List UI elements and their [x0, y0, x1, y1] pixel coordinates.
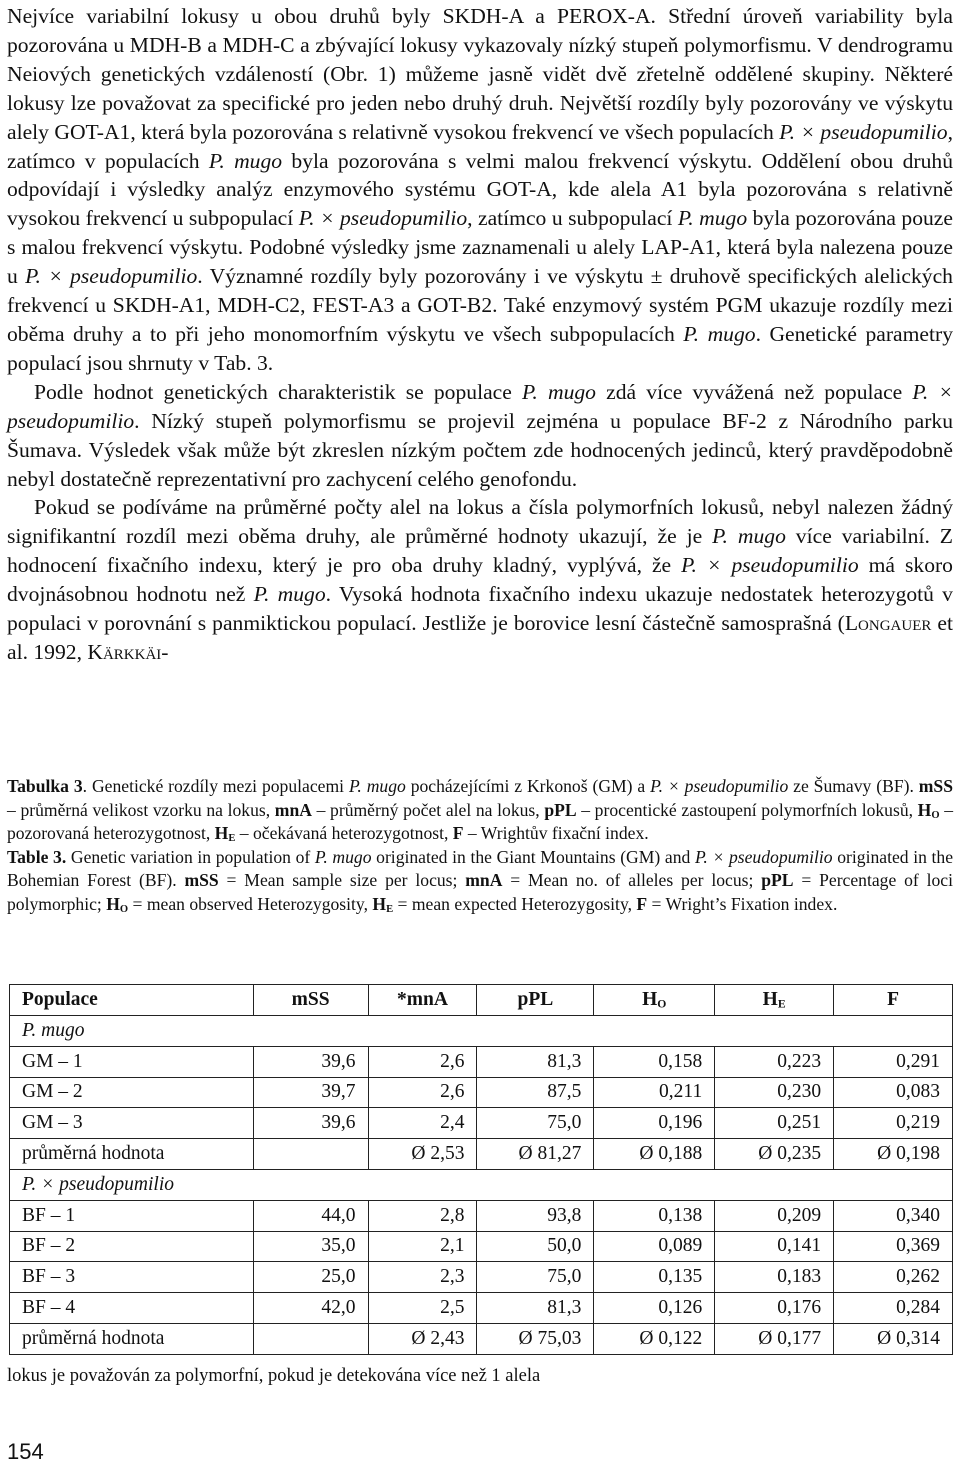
table-cell: 2,6 — [368, 1046, 477, 1077]
text-run: . Genetické parametry populací jsou shrnuty v Tab. 3. — [7, 321, 953, 375]
table-cell: 0,284 — [834, 1293, 953, 1324]
abbr: mnA — [465, 870, 503, 891]
paragraph-3 — [7, 493, 953, 666]
table-cell: 35,0 — [253, 1231, 368, 1262]
table-row — [10, 1293, 953, 1324]
text-run: – procentické zastoupení polymorfních lokusů, — [576, 799, 918, 820]
text-run: Genetic variation in population of — [66, 846, 315, 867]
table-caption — [7, 775, 953, 917]
table-cell: 2,4 — [368, 1108, 477, 1139]
text-run: více variabilní. Z hodnocení fixačního indexu, který je pro oba druhy kladný, vyplývá, že — [7, 524, 953, 578]
caption-label: Tabulka 3 — [7, 776, 83, 796]
species-name: P. × pseudopumilio — [694, 846, 833, 867]
table-cell: 75,0 — [477, 1108, 594, 1139]
text-run: . Významné rozdíly byly pozorovány i ve výskytu ± druhově specifických alelických frekvencí u SKDH-A1, MDH-C2, FEST-A3 a GOT-B2. Také enzymový systém PGM ukazuje rozdíly mezi oběma druhy a to při jeho monomorfním výskytu ve všech subpopulacích — [7, 264, 953, 346]
table-cell: Ø 0,177 — [715, 1323, 834, 1354]
table-cell: Ø 0,122 — [594, 1323, 715, 1354]
text-run: – průměrná velikost vzorku na lokus, — [7, 799, 275, 820]
text-run: byla pozorována pouze s malou frekvencí výskytu. Podobné výsledky jsme zaznamenali u alely LAP-A1, která byla nalezena pouze u — [7, 206, 953, 289]
text-run: . Nízký stupeň polymorfismu se projevil zejména u populace BF-2 z Národního parku Šumava. Výsledek však může být zkreslen nízkým počtem zde hodnocených jedinců, který pravděpodobně nebyl dostatečně reprezentativní pro zachycení celého genofondu. — [7, 408, 953, 491]
paragraph-1 — [7, 2, 953, 378]
text-run: = Mean no. of alleles per locus; — [502, 870, 762, 891]
text-run: . Vysoká hodnota fixačního indexu ukazuje nedostatek heterozygotů v populaci v porovnání s panmiktickou populací. Jestliže je borovice lesní částečně samosprašná ( — [7, 582, 953, 636]
text-run: ze Šumavy (BF). — [788, 776, 919, 796]
text-run: Pokud se podíváme na průměrné počty alel na lokus a čísla polymorfních lokusů, nebyl nalezen žádný signifikantní rozdíl mezi oběma druhy, ale průměrné hodnoty ukazují, že je — [7, 495, 953, 549]
table-cell: Ø 0,235 — [715, 1139, 834, 1170]
row-label: GM – 2 — [10, 1077, 254, 1108]
table-row — [10, 1262, 953, 1293]
species-name: P. mugo — [683, 321, 756, 346]
abbr: pPL — [544, 799, 577, 820]
header-he-subscript: E — [777, 997, 786, 1011]
abbr-main: H — [372, 893, 387, 914]
table-cell: 0,211 — [594, 1077, 715, 1108]
table-row — [10, 1108, 953, 1139]
species-name: P. × pseudopumilio — [298, 206, 468, 231]
table-cell: 0,138 — [594, 1200, 715, 1231]
text-run: – průměrný počet alel na lokus, — [311, 799, 545, 820]
header-ppl: pPL — [477, 985, 594, 1016]
table-cell: 93,8 — [477, 1200, 594, 1231]
species-name: P. mugo — [253, 582, 326, 607]
table-cell: 25,0 — [253, 1262, 368, 1293]
table-row — [10, 1139, 953, 1170]
text-run: – Wrightův fixační index. — [463, 823, 649, 844]
caption-english — [7, 846, 953, 917]
row-label: BF – 3 — [10, 1262, 254, 1293]
table-header-row — [10, 985, 953, 1016]
species-name: P. × pseudopumilio — [7, 379, 953, 433]
species-name: P. × pseudopumilio — [779, 119, 948, 144]
group-row — [10, 1169, 953, 1200]
table-cell: Ø 2,43 — [368, 1323, 477, 1354]
table-cell: 42,0 — [253, 1293, 368, 1324]
table-cell: 0,083 — [834, 1077, 953, 1108]
species-name: P. × pseudopumilio — [681, 553, 859, 578]
body-text — [7, 2, 953, 667]
text-run: pocházejícími z Krkonoš (GM) a — [405, 776, 651, 796]
row-label: BF – 4 — [10, 1293, 254, 1324]
text-run: – pozorovaná heterozygotnost, — [7, 799, 954, 844]
species-name: P. mugo — [522, 379, 596, 404]
table-cell: 0,141 — [715, 1231, 834, 1262]
table-cell: 0,219 — [834, 1108, 953, 1139]
abbr-ho — [918, 800, 940, 820]
table-cell: 2,1 — [368, 1231, 477, 1262]
table-row — [10, 1046, 953, 1077]
abbr-he — [215, 823, 236, 843]
table-row — [10, 1323, 953, 1354]
table-cell: Ø 81,27 — [477, 1139, 594, 1170]
genetic-variation-table — [9, 984, 953, 1355]
abbr-subscript: O — [931, 809, 940, 821]
text-run: – očekávaná heterozygotnost, — [235, 823, 453, 844]
table-cell: 0,135 — [594, 1262, 715, 1293]
table-cell: 0,340 — [834, 1200, 953, 1231]
paragraph-2 — [7, 378, 953, 494]
table-cell: 0,126 — [594, 1293, 715, 1324]
text-run: = Percentage of loci polymorphic; — [7, 870, 953, 914]
text-run: . Genetické rozdíly mezi populacemi — [82, 776, 349, 796]
table-cell: Ø 0,314 — [834, 1323, 953, 1354]
page-number: 154 — [7, 1439, 44, 1464]
table-cell — [253, 1139, 368, 1170]
species-name: P. mugo — [712, 524, 786, 549]
header-he-main: H — [762, 989, 778, 1010]
author-name: Kärkkäi- — [87, 639, 169, 664]
table-cell: Ø 2,53 — [368, 1139, 477, 1170]
abbr-subscript: O — [119, 904, 129, 916]
text-run: originated in the Giant Mountains (GM) and — [371, 846, 695, 867]
group-row — [10, 1016, 953, 1047]
row-label: průměrná hodnota — [10, 1323, 254, 1354]
row-label: GM – 3 — [10, 1108, 254, 1139]
row-label: průměrná hodnota — [10, 1139, 254, 1170]
table-cell: 0,089 — [594, 1231, 715, 1262]
abbr: F — [452, 823, 464, 844]
group-label: P. mugo — [10, 1016, 953, 1047]
abbr-he — [372, 894, 393, 914]
table-cell: 50,0 — [477, 1231, 594, 1262]
text-run: byla pozorována s velmi malou frekvencí výskytu. Oddělení obou druhů odpovídají i výsledky analýz enzymového systému GOT-A, kde alela A1 byla pozorována s relativně vysokou frekvencí u subpopulací — [7, 148, 953, 231]
table-cell: 0,230 — [715, 1077, 834, 1108]
header-he — [715, 985, 834, 1016]
caption-czech — [7, 775, 953, 846]
table-cell: 81,3 — [477, 1293, 594, 1324]
header-ho — [594, 985, 715, 1016]
header-ho-main: H — [642, 989, 658, 1010]
row-label: BF – 2 — [10, 1231, 254, 1262]
species-name: P. × pseudopumilio — [25, 264, 198, 289]
table-cell: 0,251 — [715, 1108, 834, 1139]
text-run: = Wright’s Fixation index. — [647, 893, 838, 914]
table-body — [10, 1016, 953, 1355]
table-cell: 44,0 — [253, 1200, 368, 1231]
table-cell: Ø 0,198 — [834, 1139, 953, 1170]
table-cell: Ø 0,188 — [594, 1139, 715, 1170]
header-mss: mSS — [253, 985, 368, 1016]
abbr: pPL — [761, 870, 794, 891]
group-label: P. × pseudopumilio — [10, 1169, 953, 1200]
text-run: et al. 1992, — [7, 611, 953, 664]
table-cell: 0,176 — [715, 1293, 834, 1324]
table-cell: 0,158 — [594, 1046, 715, 1077]
table-row — [10, 1231, 953, 1262]
text-run: zdá více vyvážená než populace — [595, 379, 913, 404]
table-footnote: lokus je považován za polymorfní, pokud je detekována více než 1 alela — [7, 1366, 541, 1386]
table-cell: 0,369 — [834, 1231, 953, 1262]
species-name: P. mugo — [348, 776, 406, 796]
text-run: Nejvíce variabilní lokusy u obou druhů byly SKDH-A a PEROX-A. Střední úroveň variability byla pozorována u MDH-B a MDH-C a zbývající lokusy vykazovaly nízký stupeň polymorfismu. V dendrogramu Neiových genetických vzdáleností (Obr. 1) můžeme jasně vidět dvě zřetelně oddělené skupiny. Některé lokusy lze považovat za specifické pro jeden nebo druhý druh. Největší rozdíly byly pozorovány ve výskytu alely GOT-A1, která byla pozorována s relativně vysokou frekvencí ve všech populacích — [7, 4, 953, 144]
author-name: Longauer — [844, 611, 932, 636]
header-populace: Populace — [10, 985, 254, 1016]
abbr-main: H — [917, 799, 932, 820]
table-cell: 2,5 — [368, 1293, 477, 1324]
table-cell: 81,3 — [477, 1046, 594, 1077]
row-label: GM – 1 — [10, 1046, 254, 1077]
species-name: P. mugo — [208, 148, 283, 173]
table-cell: 2,8 — [368, 1200, 477, 1231]
table-cell: 2,6 — [368, 1077, 477, 1108]
table-row — [10, 1077, 953, 1108]
table-cell: 39,6 — [253, 1046, 368, 1077]
abbr: mSS — [918, 776, 953, 796]
text-run: má skoro dvojnásobnou hodnotu než — [7, 553, 953, 607]
table-cell: Ø 75,03 — [477, 1323, 594, 1354]
table-cell: 0,183 — [715, 1262, 834, 1293]
species-name: P. mugo — [677, 206, 748, 231]
text-run: = mean observed Heterozygosity, — [128, 893, 373, 914]
table-cell: 39,6 — [253, 1108, 368, 1139]
header-mna: *mnA — [368, 985, 477, 1016]
text-run: = Mean sample size per locus; — [218, 870, 466, 891]
row-label: BF – 1 — [10, 1200, 254, 1231]
species-name: P. mugo — [314, 846, 372, 867]
abbr-subscript: E — [386, 904, 394, 916]
table-cell: 2,3 — [368, 1262, 477, 1293]
text-run: , zatímco u subpopulací — [467, 206, 678, 231]
table-cell: 0,291 — [834, 1046, 953, 1077]
table-cell — [253, 1323, 368, 1354]
abbr-main: H — [106, 893, 120, 914]
text-run: = mean expected Heterozygosity, — [393, 893, 637, 914]
table-cell: 0,223 — [715, 1046, 834, 1077]
table-cell: 75,0 — [477, 1262, 594, 1293]
table-cell: 0,196 — [594, 1108, 715, 1139]
header-f: F — [834, 985, 953, 1016]
abbr: F — [636, 893, 648, 914]
caption-label: Table 3. — [7, 846, 67, 867]
species-name: P. × pseudopumilio — [650, 776, 789, 796]
abbr: mSS — [184, 870, 219, 891]
text-run: originated in the Bohemian Forest (BF). — [7, 846, 954, 891]
table-row — [10, 1200, 953, 1231]
table-cell: 0,262 — [834, 1262, 953, 1293]
abbr-subscript: E — [228, 833, 236, 845]
table-cell: 0,209 — [715, 1200, 834, 1231]
text-run: , zatímco v populacích — [7, 119, 953, 173]
abbr-ho — [106, 894, 128, 914]
table-cell: 87,5 — [477, 1077, 594, 1108]
abbr-main: H — [214, 823, 229, 844]
table-cell: 39,7 — [253, 1077, 368, 1108]
header-ho-subscript: O — [657, 997, 667, 1011]
abbr: mnA — [274, 799, 312, 820]
text-run: Podle hodnot genetických charakteristik se populace — [34, 379, 523, 404]
